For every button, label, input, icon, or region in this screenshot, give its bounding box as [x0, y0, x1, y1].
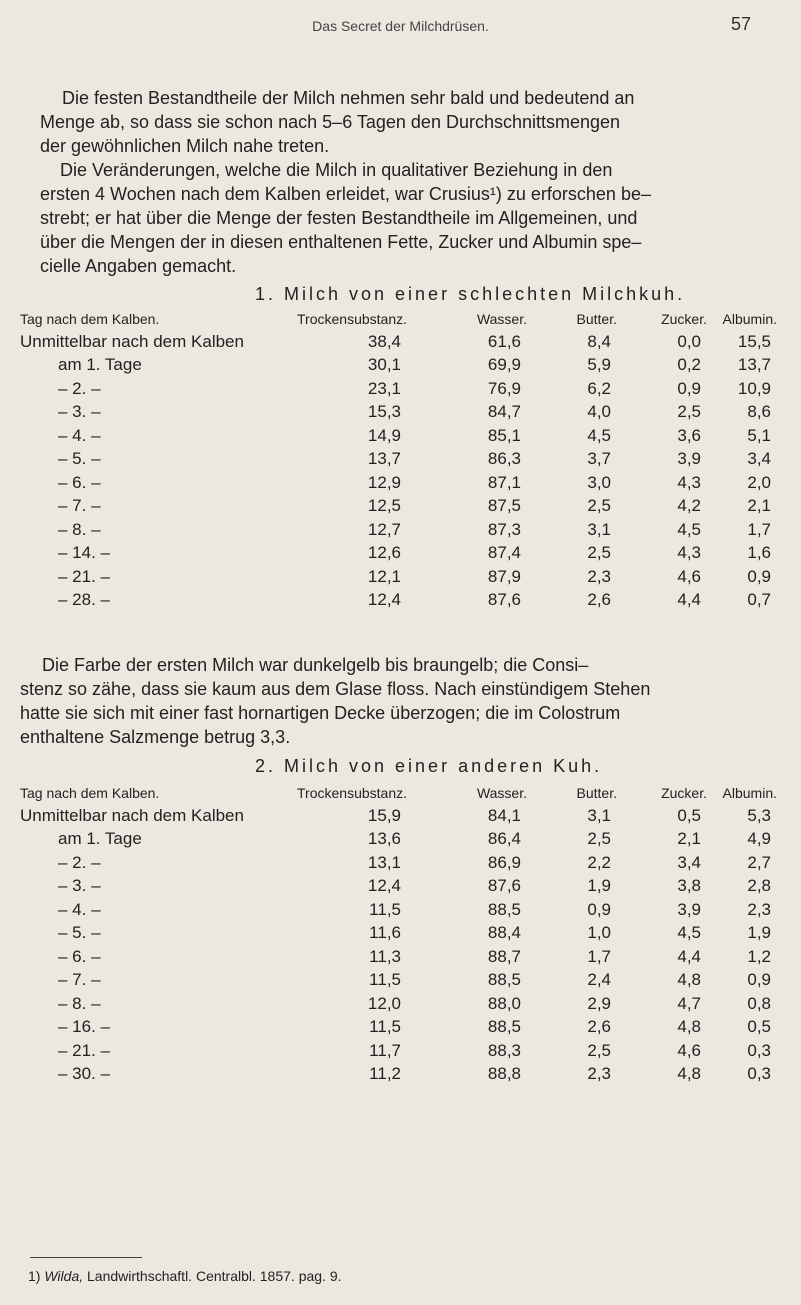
table-cell: 61,6 — [487, 331, 521, 351]
table-cell: 11,3 — [369, 946, 401, 966]
column-header: Zucker. — [661, 785, 707, 801]
table-cell: 87,6 — [487, 876, 521, 896]
table-cell: 85,1 — [487, 425, 521, 445]
table-cell: 0,9 — [747, 566, 771, 586]
table-header-row — [20, 782, 785, 804]
table-cell: 5,1 — [747, 425, 771, 445]
table-cell: 38,4 — [367, 331, 401, 351]
table-header-row — [20, 308, 785, 330]
footnote-mark: 1) — [28, 1268, 41, 1284]
column-header: Tag nach dem Kalben. — [20, 785, 160, 801]
table-cell: 15,9 — [367, 805, 401, 825]
text-line: Die Farbe der ersten Milch war dunkelgelb bis braungelb; die Consi– — [42, 655, 589, 675]
table-cell: 11,7 — [369, 1040, 401, 1060]
table-cell: 0,0 — [677, 331, 701, 351]
table-cell: 11,5 — [369, 899, 401, 919]
table-cell: 3,1 — [587, 805, 611, 825]
table-cell: 1,2 — [747, 946, 771, 966]
table-cell: 84,1 — [487, 805, 521, 825]
text-line: enthaltene Salzmenge betrug 3,3. — [20, 727, 291, 747]
table-cell: 1,6 — [747, 543, 771, 563]
table-cell: 4,0 — [587, 402, 611, 422]
table-cell: 4,4 — [677, 946, 701, 966]
footnote-rule — [30, 1257, 142, 1258]
table-cell: 87,9 — [487, 566, 521, 586]
table-row — [20, 828, 785, 852]
table-cell: 86,4 — [487, 829, 521, 849]
table-cell: 3,8 — [677, 876, 701, 896]
table-row — [20, 589, 785, 613]
table-cell: 8,4 — [587, 331, 611, 351]
table-cell: 86,3 — [487, 449, 521, 469]
table-cell: 3,0 — [587, 472, 611, 492]
text-line: hatte sie sich mit einer fast hornartigen Decke überzogen; die im Colostrum — [20, 703, 621, 723]
column-header: Butter. — [576, 311, 617, 327]
table-cell: 4,8 — [677, 1017, 701, 1037]
table-cell: 2,5 — [587, 496, 611, 516]
table-cell: 12,0 — [367, 993, 401, 1013]
table-row — [20, 898, 785, 922]
footnote-author: Wilda, — [44, 1268, 84, 1284]
table-row — [20, 448, 785, 472]
row-label: – 14. – — [58, 543, 110, 563]
table-cell: 4,7 — [677, 993, 701, 1013]
table-cell: 87,3 — [487, 519, 521, 539]
table-cell: 4,6 — [677, 566, 701, 586]
table-cell: 3,9 — [677, 449, 701, 469]
row-label: am 1. Tage — [58, 355, 142, 375]
table-cell: 2,3 — [587, 566, 611, 586]
row-label: – 21. – — [58, 1040, 110, 1060]
table-cell: 4,9 — [747, 829, 771, 849]
row-label: – 4. – — [58, 899, 101, 919]
table-cell: 12,1 — [367, 566, 401, 586]
table-cell: 84,7 — [487, 402, 521, 422]
table2-body — [20, 804, 785, 1086]
table-cell: 6,2 — [587, 378, 611, 398]
row-label: – 6. – — [58, 946, 101, 966]
row-label: – 5. – — [58, 923, 101, 943]
row-label: – 30. – — [58, 1064, 110, 1084]
row-label: – 6. – — [58, 472, 101, 492]
table-row — [20, 401, 785, 425]
text-line: der gewöhnlichen Milch nahe treten. — [40, 136, 330, 156]
page-number: 57 — [730, 14, 751, 34]
table-cell: 88,5 — [487, 899, 521, 919]
table-cell: 1,9 — [747, 923, 771, 943]
row-label: – 3. – — [58, 876, 101, 896]
table-cell: 4,3 — [677, 472, 701, 492]
table-cell: 4,5 — [677, 519, 701, 539]
column-header: Albumin. — [722, 311, 777, 327]
table-cell: 76,9 — [487, 378, 521, 398]
table-cell: 87,4 — [487, 543, 521, 563]
table-cell: 2,1 — [677, 829, 701, 849]
table-cell: 5,9 — [587, 355, 611, 375]
table1 — [20, 308, 785, 612]
table-cell: 0,9 — [677, 378, 701, 398]
table-cell: 12,7 — [367, 519, 401, 539]
table-cell: 2,6 — [587, 1017, 611, 1037]
table-cell: 0,7 — [747, 590, 771, 610]
table-cell: 88,4 — [487, 923, 521, 943]
table-cell: 4,8 — [677, 970, 701, 990]
table-row — [20, 922, 785, 946]
table-cell: 0,9 — [747, 970, 771, 990]
table-cell: 87,1 — [487, 472, 521, 492]
table-cell: 88,3 — [487, 1040, 521, 1060]
row-label: – 3. – — [58, 402, 101, 422]
text-line: Menge ab, so dass sie schon nach 5–6 Tagen den Durchschnittsmengen — [40, 112, 621, 132]
running-title: Das Secret der Milchdrüsen. — [312, 18, 489, 34]
table-cell: 2,5 — [587, 829, 611, 849]
table-cell: 3,6 — [677, 425, 701, 445]
table-cell: 2,4 — [587, 970, 611, 990]
table-cell: 87,5 — [487, 496, 521, 516]
table1-body — [20, 330, 785, 612]
table-cell: 12,9 — [367, 472, 401, 492]
column-header: Zucker. — [661, 311, 707, 327]
table-cell: 0,3 — [747, 1040, 771, 1060]
table-cell: 0,8 — [747, 993, 771, 1013]
table-cell: 69,9 — [487, 355, 521, 375]
table-cell: 12,4 — [367, 876, 401, 896]
table-cell: 0,2 — [677, 355, 701, 375]
column-header: Tag nach dem Kalben. — [20, 311, 160, 327]
table1-heading: 1. Milch von einer schlechten Milchkuh. — [255, 284, 686, 304]
text-line: ersten 4 Wochen nach dem Kalben erleidet, war Crusius¹) zu erforschen be– — [40, 184, 651, 204]
table-cell: 4,5 — [587, 425, 611, 445]
table-cell: 3,4 — [747, 449, 771, 469]
text-line: Die Veränderungen, welche die Milch in qualitativer Beziehung in den — [60, 160, 613, 180]
table-cell: 3,9 — [677, 899, 701, 919]
table-cell: 0,9 — [587, 899, 611, 919]
table-cell: 11,2 — [369, 1064, 401, 1084]
row-label: – 4. – — [58, 425, 101, 445]
table-cell: 2,8 — [747, 876, 771, 896]
table-cell: 1,9 — [587, 876, 611, 896]
table-cell: 4,6 — [677, 1040, 701, 1060]
table-cell: 30,1 — [367, 355, 401, 375]
table-row — [20, 518, 785, 542]
table-cell: 2,3 — [747, 899, 771, 919]
table-cell: 2,7 — [747, 852, 771, 872]
table-row — [20, 354, 785, 378]
table-cell: 13,6 — [367, 829, 401, 849]
table-cell: 14,9 — [367, 425, 401, 445]
table-cell: 3,1 — [587, 519, 611, 539]
row-label: – 8. – — [58, 519, 101, 539]
table-cell: 23,1 — [367, 378, 401, 398]
table-cell: 2,1 — [747, 496, 771, 516]
footnote-text: Landwirthschaftl. Centralbl. 1857. pag. 9. — [87, 1268, 342, 1284]
text-line: strebt; er hat über die Menge der festen Bestandtheile im Allgemeinen, und — [40, 208, 638, 228]
row-label: – 2. – — [58, 378, 101, 398]
table-row — [20, 804, 785, 828]
table-cell: 2,2 — [587, 852, 611, 872]
row-label: – 7. – — [58, 496, 101, 516]
column-header: Wasser. — [476, 311, 527, 327]
table-cell: 15,5 — [737, 331, 771, 351]
table-row — [20, 377, 785, 401]
table-row — [20, 471, 785, 495]
row-label: – 7. – — [58, 970, 101, 990]
middle-paragraph — [20, 653, 785, 749]
column-header: Trockensubstanz. — [297, 785, 407, 801]
table-row — [20, 875, 785, 899]
table-cell: 86,9 — [487, 852, 521, 872]
column-header: Butter. — [576, 785, 617, 801]
running-header — [0, 14, 801, 38]
table-row — [20, 992, 785, 1016]
table-cell: 13,7 — [737, 355, 771, 375]
table-row — [20, 945, 785, 969]
table-row — [20, 330, 785, 354]
intro-paragraph — [40, 86, 765, 278]
table-cell: 2,5 — [587, 543, 611, 563]
row-label: – 5. – — [58, 449, 101, 469]
table-cell: 0,5 — [747, 1017, 771, 1037]
table-cell: 2,3 — [587, 1064, 611, 1084]
table-cell: 2,5 — [587, 1040, 611, 1060]
table-cell: 87,6 — [487, 590, 521, 610]
table-cell: 12,5 — [367, 496, 401, 516]
table-cell: 3,7 — [587, 449, 611, 469]
row-label: Unmittelbar nach dem Kalben — [20, 805, 244, 825]
text-line: Die festen Bestandtheile der Milch nehmen sehr bald und bedeutend an — [62, 88, 635, 108]
table-row — [20, 542, 785, 566]
table-cell: 13,1 — [367, 852, 401, 872]
table-cell: 88,8 — [487, 1064, 521, 1084]
column-header: Trockensubstanz. — [297, 311, 407, 327]
table-cell: 4,8 — [677, 1064, 701, 1084]
table-cell: 4,4 — [677, 590, 701, 610]
text-line: stenz so zähe, dass sie kaum aus dem Glase floss. Nach einstündigem Stehen — [20, 679, 651, 699]
table-cell: 11,6 — [369, 923, 401, 943]
table-row — [20, 1016, 785, 1040]
table-cell: 1,7 — [747, 519, 771, 539]
table-cell: 12,4 — [367, 590, 401, 610]
table-row — [20, 565, 785, 589]
table-cell: 88,5 — [487, 1017, 521, 1037]
table-row — [20, 1039, 785, 1063]
table-cell: 15,3 — [367, 402, 401, 422]
table-cell: 2,9 — [587, 993, 611, 1013]
table-cell: 88,7 — [487, 946, 521, 966]
table-cell: 11,5 — [369, 1017, 401, 1037]
table-cell: 2,0 — [747, 472, 771, 492]
table-cell: 4,3 — [677, 543, 701, 563]
table2 — [20, 782, 785, 1086]
row-label: am 1. Tage — [58, 829, 142, 849]
table-cell: 11,5 — [369, 970, 401, 990]
column-header: Wasser. — [476, 785, 527, 801]
footnote — [28, 1268, 342, 1284]
table-cell: 10,9 — [737, 378, 771, 398]
table-row — [20, 495, 785, 519]
row-label: – 16. – — [58, 1017, 110, 1037]
text-line: cielle Angaben gemacht. — [40, 256, 237, 276]
table-cell: 5,3 — [747, 805, 771, 825]
table-cell: 4,5 — [677, 923, 701, 943]
table-cell: 0,3 — [747, 1064, 771, 1084]
text-line: über die Mengen der in diesen enthaltenen Fette, Zucker und Albumin spe– — [40, 232, 642, 252]
table-cell: 2,6 — [587, 590, 611, 610]
table-cell: 12,6 — [367, 543, 401, 563]
column-header: Albumin. — [722, 785, 777, 801]
table-cell: 88,0 — [487, 993, 521, 1013]
table-cell: 0,5 — [677, 805, 701, 825]
row-label: – 8. – — [58, 993, 101, 1013]
row-label: – 28. – — [58, 590, 110, 610]
table2-heading: 2. Milch von einer anderen Kuh. — [255, 756, 603, 776]
table-cell: 13,7 — [367, 449, 401, 469]
row-label: – 2. – — [58, 852, 101, 872]
table-cell: 1,7 — [587, 946, 611, 966]
table-cell: 4,2 — [677, 496, 701, 516]
table-row — [20, 1063, 785, 1087]
table-cell: 88,5 — [487, 970, 521, 990]
table-row — [20, 851, 785, 875]
table-cell: 1,0 — [587, 923, 611, 943]
row-label: – 21. – — [58, 566, 110, 586]
table-row — [20, 424, 785, 448]
table-cell: 2,5 — [677, 402, 701, 422]
row-label: Unmittelbar nach dem Kalben — [20, 331, 244, 351]
table-row — [20, 969, 785, 993]
table-cell: 3,4 — [677, 852, 701, 872]
table-cell: 8,6 — [747, 402, 771, 422]
